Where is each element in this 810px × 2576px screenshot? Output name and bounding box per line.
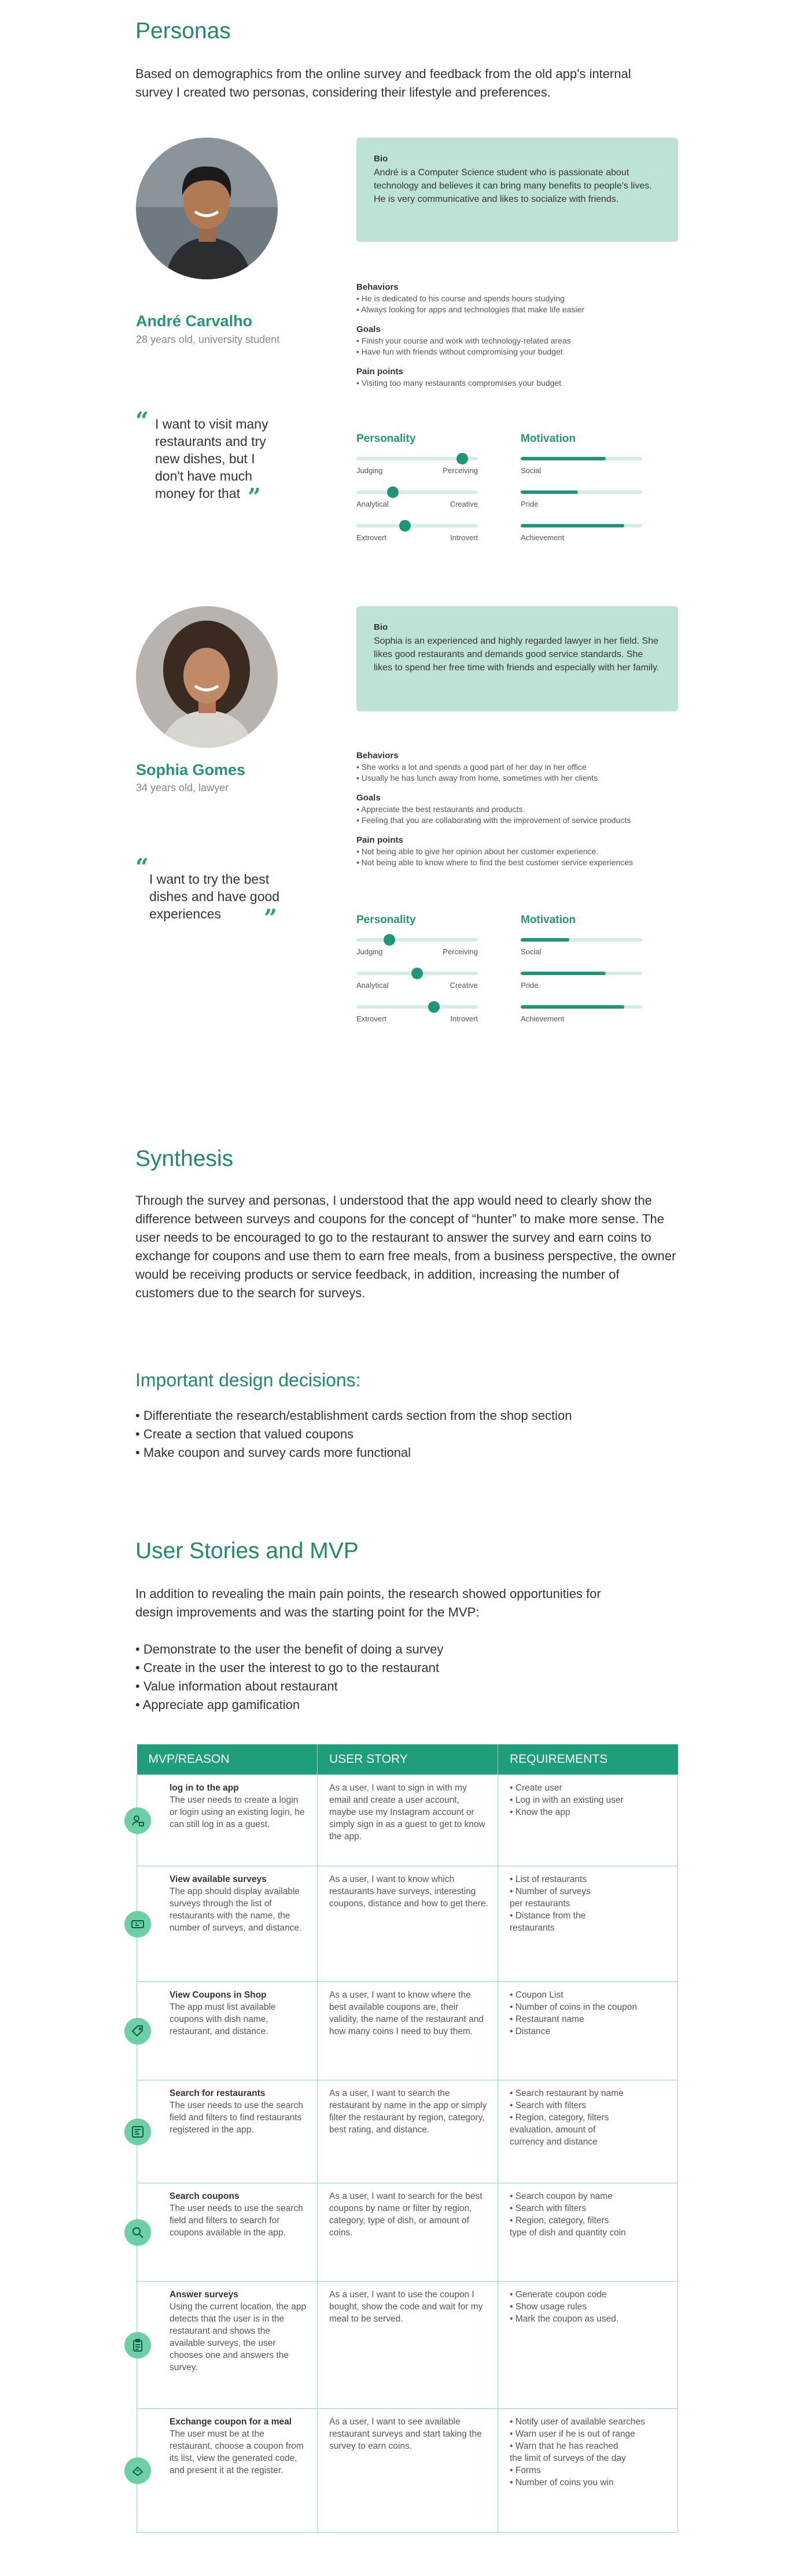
slider-left-label: Extrovert — [356, 533, 387, 542]
user-stories-list — [135, 1640, 443, 1714]
motivation-title: Motivation — [521, 433, 576, 445]
list-item: • Value information about restaurant — [135, 1679, 338, 1693]
personality-slider — [356, 1005, 478, 1023]
bar-label: Social — [521, 466, 542, 475]
reason-title: Search coupons — [170, 2191, 240, 2201]
exchange-coupon-icon — [124, 2457, 151, 2484]
goal-item: • Have fun with friends without compromising your budget — [356, 347, 563, 356]
slider-knob — [384, 934, 395, 946]
bar-fill — [521, 524, 624, 527]
bar-fill — [521, 938, 569, 942]
slider-knob — [399, 520, 411, 532]
decisions-list — [135, 1407, 572, 1462]
table-row — [137, 2282, 678, 2409]
reason-text: The app must list available coupons with dish name, restaurant, and distance. — [170, 2002, 276, 2036]
slider-right-label: Creative — [450, 981, 478, 990]
reason-text: The user needs to use the search field and filters to search for coupons available in the app. — [170, 2204, 303, 2238]
requirements-cell: • Create user • Log in with an existing user • Know the app — [498, 1775, 678, 1866]
behaviors-title: Behaviors — [356, 282, 399, 292]
behavior-item: • Always looking for apps and technologies that make life easier — [356, 305, 585, 314]
slider-right-label: Introvert — [450, 1014, 478, 1023]
user-story-cell: As a user, I want to know which restaurants have surveys, interesting coupons, distance and how to get there. — [318, 1866, 498, 1982]
survey-clipboard-icon — [124, 2332, 151, 2359]
motivation-bar — [521, 1005, 642, 1023]
persona-subtitle: 28 years old, university student — [136, 334, 280, 345]
user-story-cell: As a user, I want to search the restaurant by name in the app or simply filter the restaurant by region, category, best rating, and distance. — [318, 2080, 498, 2183]
personality-slider — [356, 457, 478, 474]
quote-open-icon: “ — [135, 407, 149, 434]
behavior-item: • He is dedicated to his course and spends hours studying — [356, 294, 565, 303]
slider-track — [356, 490, 478, 494]
reason-text: The user needs to use the search field and filters to find restaurants registered in the app. — [170, 2101, 303, 2135]
quote-open-icon: “ — [135, 854, 149, 881]
list-item: • Create a section that valued coupons — [135, 1427, 354, 1441]
user-story-cell: As a user, I want to sign in with my email and create a user account, maybe use my Instagram account or simply sign in as a guest to get to know the app. — [318, 1775, 498, 1866]
avatar — [136, 606, 278, 748]
slider-knob — [387, 486, 399, 498]
slider-right-label: Perceiving — [443, 947, 478, 956]
user-story-cell: As a user, I want to use the coupon I bought, show the code and wait for my meal to be served. — [318, 2282, 498, 2409]
persona-subtitle: 34 years old, lawyer — [136, 782, 229, 794]
pain-item: • Not being able to give her opinion about her customer experience. — [356, 847, 599, 856]
reason-title: View Coupons in Shop — [170, 1990, 267, 2000]
slider-track — [356, 524, 478, 527]
pain-points-title: Pain points — [356, 835, 403, 845]
table-header: REQUIREMENTS — [498, 1744, 678, 1775]
mvp-reason-cell — [137, 1982, 318, 2080]
mvp-table-wrapper — [137, 1744, 678, 2533]
quote-close-icon: ” — [248, 484, 262, 511]
behavior-item: • Usually he has lunch away from home, sometimes with her clients — [356, 773, 598, 783]
bio-card — [356, 606, 678, 711]
bio-card — [356, 138, 678, 242]
bio-text: André is a Computer Science student who is passionate about technology and believes it can bring many benefits to people's lives. He is very communicative and likes to socialize with friends. — [374, 168, 652, 204]
avatar — [136, 138, 278, 279]
motivation-bar — [521, 524, 642, 541]
requirements-cell: • Search coupon by name • Search with filters • Region, category, filters type of dish and quantity coin — [498, 2183, 678, 2282]
table-header: USER STORY — [318, 1744, 498, 1775]
synthesis-title: Synthesis — [135, 1146, 234, 1171]
requirements-cell: • Generate coupon code • Show usage rules • Mark the coupon as used. — [498, 2282, 678, 2409]
list-item: • Differentiate the research/establishment cards section from the shop section — [135, 1408, 572, 1423]
goals-title: Goals — [356, 793, 381, 803]
bar-label: Achievement — [521, 1014, 565, 1023]
slider-right-label: Perceiving — [443, 466, 478, 475]
persona-name: André Carvalho — [136, 312, 253, 330]
requirements-cell: • Search restaurant by name • Search with filters • Region, category, filters evaluation, amount of currency and distance — [498, 2080, 678, 2183]
bar-label: Pride — [521, 500, 539, 508]
bar-fill — [521, 457, 606, 460]
reason-text: Using the current location, the app detects that the user is in the restaurant and shows the available surveys, the user chooses one and answers the survey. — [170, 2302, 307, 2372]
slider-right-label: Creative — [450, 500, 478, 508]
user-story-cell: As a user, I want to search for the best coupons by name or filter by region, category, type of dish, or amount of coins. — [318, 2183, 498, 2282]
list-item: • Demonstrate to the user the benefit of doing a survey — [135, 1642, 444, 1656]
goal-item: • Finish your course and work with technology-related areas — [356, 336, 571, 345]
user-stories-title: User Stories and MVP — [135, 1538, 359, 1563]
slider-track — [356, 1005, 478, 1009]
table-row — [137, 1982, 678, 2080]
reason-title: log in to the app — [170, 1783, 239, 1793]
bio-title: Bio — [374, 622, 388, 632]
slider-left-label: Extrovert — [356, 1014, 387, 1023]
bio-text: Sophia is an experienced and highly regarded lawyer in her field. She likes good restaurants and demands good service standards. She likes to spend her free time with friends and especially with her family. — [374, 636, 660, 673]
decisions-title: Important design decisions: — [135, 1370, 361, 1390]
table-row — [137, 2080, 678, 2183]
survey-ticket-icon — [124, 1911, 151, 1937]
mvp-reason-cell — [137, 2183, 318, 2282]
personality-title: Personality — [356, 914, 416, 926]
motivation-title: Motivation — [521, 914, 576, 926]
reason-text: The user needs to create a login or login using an existing login, he can still log in as a guest. — [170, 1795, 305, 1829]
mvp-reason-cell — [137, 2282, 318, 2409]
user-story-cell: As a user, I want to know where the best available coupons are, their validity, the name of the restaurant and how many coins I need to buy them. — [318, 1982, 498, 2080]
requirements-cell: • Coupon List • Number of coins in the coupon • Restaurant name • Distance — [498, 1982, 678, 2080]
table-header: MVP/REASON — [137, 1744, 318, 1775]
bio-title: Bio — [374, 154, 388, 164]
persona-name: Sophia Gomes — [136, 761, 246, 778]
personality-slider — [356, 490, 478, 508]
table-row — [137, 2409, 678, 2533]
behavior-item: • She works a lot and spends a good part of her day in her office — [356, 762, 587, 772]
goals-title: Goals — [356, 324, 381, 334]
table-row — [137, 2183, 678, 2282]
mvp-reason-cell — [137, 2409, 318, 2533]
bar-label: Achievement — [521, 533, 565, 542]
personality-slider — [356, 938, 478, 955]
table-row — [137, 1775, 678, 1866]
goal-item: • Feeling that you are collaborating with the improvement of service products — [356, 815, 631, 825]
personality-slider — [356, 524, 478, 541]
user-login-icon — [124, 1807, 151, 1834]
personas-intro: Based on demographics from the online survey and feedback from the old app's internal survey I created two personas, considering their lifestyle and preferences. — [135, 67, 631, 99]
bar-fill — [521, 490, 578, 494]
bar-fill — [521, 972, 606, 975]
pain-item: • Visiting too many restaurants compromises your budget — [356, 378, 562, 387]
slider-left-label: Judging — [356, 466, 383, 475]
motivation-bar — [521, 490, 642, 508]
personality-slider — [356, 972, 478, 989]
synthesis-text: Through the survey and personas, I understood that the app would need to clearly show the difference between surveys and coupons for the concept of “hunter” to make more sense. The user needs to be encouraged to go to the restaurant to answer the survey and earn coins to exchange for coupons and use them to earn free meals, from a business perspective, the owner would be receiving products or service feedback, in addition, increasing the number of customers due to the search for surveys. — [135, 1193, 676, 1300]
behaviors-title: Behaviors — [356, 751, 399, 761]
reason-title: Exchange coupon for a meal — [170, 2417, 292, 2427]
user-stories-intro: In addition to revealing the main pain points, the research showed opportunities for design improvements and was the starting point for the MVP: — [135, 1586, 601, 1619]
slider-left-label: Judging — [356, 947, 383, 956]
list-item: • Appreciate app gamification — [135, 1697, 300, 1712]
mvp-reason-cell — [137, 2080, 318, 2183]
slider-track — [356, 938, 478, 942]
slider-left-label: Analytical — [356, 981, 389, 990]
bar-fill — [521, 1005, 624, 1009]
reason-title: View available surveys — [170, 1874, 267, 1884]
list-item: • Make coupon and survey cards more functional — [135, 1445, 411, 1460]
slider-knob — [411, 968, 423, 979]
reason-title: Search for restaurants — [170, 2088, 266, 2098]
motivation-bar — [521, 457, 642, 474]
slider-left-label: Analytical — [356, 500, 389, 508]
search-icon — [124, 2219, 151, 2246]
motivation-bar — [521, 938, 642, 955]
persona-quote: I want to try the best dishes and have good experiences — [149, 872, 280, 921]
user-story-cell: As a user, I want to see available restaurant surveys and start taking the survey to earn coins. — [318, 2409, 498, 2533]
reason-text: The user must be at the restaurant, choose a coupon from its list, view the generated code, and present it at the register. — [170, 2429, 304, 2475]
requirements-cell: • Notify user of available searches • Warn user if he is out of range • Warn that he has reached the limit of surveys of the day • Forms • Number of coins you win — [498, 2409, 678, 2533]
bar-label: Social — [521, 947, 542, 956]
personality-title: Personality — [356, 433, 416, 445]
bar-label: Pride — [521, 981, 539, 990]
quote-close-icon: ” — [264, 905, 278, 932]
mvp-reason-cell — [137, 1866, 318, 1982]
restaurant-search-icon — [124, 2119, 151, 2145]
pain-points-title: Pain points — [356, 367, 403, 377]
motivation-bar — [521, 972, 642, 989]
pain-item: • Not being able to know where to find the best customer service experiences — [356, 858, 634, 867]
persona-quote: I want to visit many restaurants and try new dishes, but I don't have much money for that — [155, 416, 268, 501]
table-row — [137, 1866, 678, 1982]
mvp-reason-cell — [137, 1775, 318, 1866]
persona-details — [356, 751, 692, 877]
slider-knob — [456, 453, 468, 464]
requirements-cell: • List of restaurants • Number of surveys per restaurants • Distance from the restaurants — [498, 1866, 678, 1982]
mvp-table — [137, 1744, 678, 2533]
list-item: • Create in the user the interest to go to the restaurant — [135, 1660, 440, 1675]
slider-right-label: Introvert — [450, 533, 478, 542]
personas-title: Personas — [135, 19, 231, 43]
coupon-tag-icon — [124, 2018, 151, 2044]
persona-details — [356, 282, 692, 398]
slider-knob — [428, 1001, 440, 1013]
goal-item: • Appreciate the best restaurants and products. — [356, 804, 525, 814]
reason-title: Answer surveys — [170, 2290, 238, 2300]
reason-text: The app should display available surveys through the list of restaurants with the name, the number of surveys, and distance. — [170, 1887, 302, 1933]
